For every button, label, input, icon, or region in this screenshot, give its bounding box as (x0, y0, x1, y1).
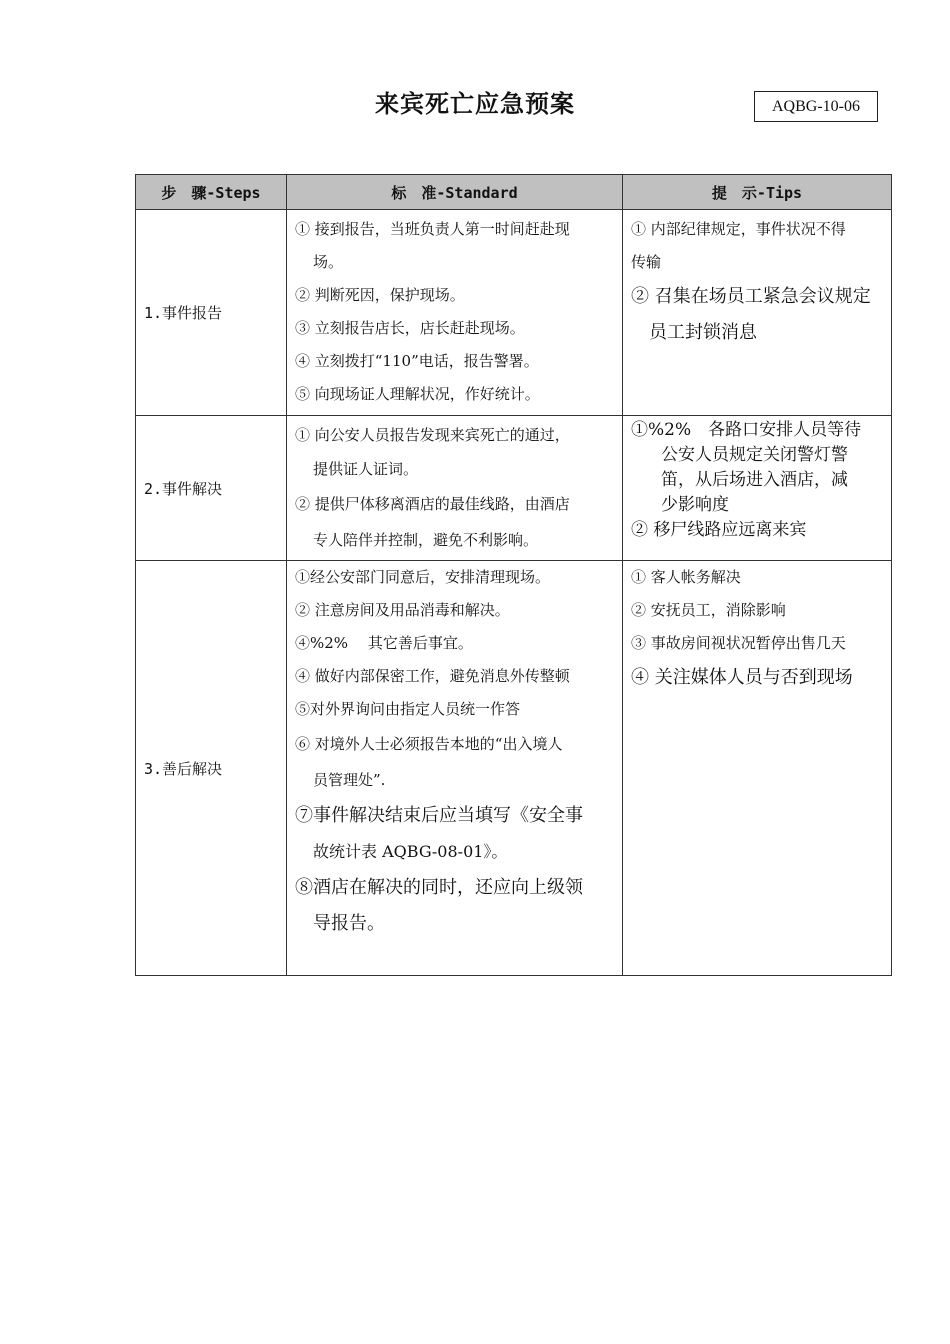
standard-cell (287, 561, 623, 976)
list-item: ⑧酒店在解决的同时，还应向上级领 (295, 877, 583, 898)
list-item: ④%2% 其它善后事宜。 (295, 634, 473, 652)
table-row (136, 210, 892, 416)
list-item: 提供证人证词。 (313, 460, 419, 478)
list-item: 少影响度 (661, 495, 729, 515)
step-cell: 3.善后解决 (136, 561, 287, 976)
list-item: ② 判断死因，保护现场。 (295, 286, 465, 304)
list-item: ① 向公安人员报告发现来宾死亡的通过， (295, 426, 570, 444)
list-item: 员管理处”. (313, 771, 386, 789)
list-item: ③ 事故房间视状况暂停出售几天 (631, 634, 846, 652)
table-header-row (136, 175, 892, 210)
list-item: ⑤ 向现场证人理解状况，作好统计。 (295, 385, 540, 403)
tips-cell (623, 210, 892, 416)
table-row (136, 416, 892, 561)
list-item: ⑦事件解决结束后应当填写《安全事 (295, 805, 583, 826)
list-item: ③ 立刻报告店长，店长赶赴现场。 (295, 319, 525, 337)
step-cell: 2.事件解决 (136, 416, 287, 561)
list-item: ①%2% 各路口安排人员等待 (631, 420, 862, 440)
list-item: ① 内部纪律规定，事件状况不得 (631, 220, 846, 238)
header-standard: 标 准-Standard (287, 175, 623, 210)
document-code: AQBG-10-06 (754, 91, 878, 122)
table-row (136, 561, 892, 976)
list-item: ② 召集在场员工紧急会议规定 (631, 286, 871, 307)
list-item: ④ 做好内部保密工作，避免消息外传整顿 (295, 667, 570, 685)
header-tips: 提 示-Tips (623, 175, 892, 210)
list-item: 员工封锁消息 (649, 322, 757, 343)
list-item: 传输 (631, 253, 662, 271)
list-item: 故统计表 AQBG-08-01》。 (313, 842, 508, 861)
tips-cell (623, 416, 892, 561)
list-item: 笛，从后场进入酒店，减 (661, 470, 848, 490)
list-item: ② 提供尸体移离酒店的最佳线路，由酒店 (295, 495, 570, 513)
list-item: 专人陪伴并控制，避免不利影响。 (313, 531, 539, 549)
tips-cell (623, 561, 892, 976)
header-steps: 步 骤-Steps (136, 175, 287, 210)
list-item: ② 注意房间及用品消毒和解决。 (295, 601, 510, 619)
list-item: ④ 立刻拨打“110”电话，报告警署。 (295, 352, 539, 370)
list-item: ⑥ 对境外人士必须报告本地的“出入境人 (295, 735, 563, 753)
list-item: 公安人员规定关闭警灯警 (661, 445, 848, 465)
standard-cell (287, 210, 623, 416)
step-cell: 1.事件报告 (136, 210, 287, 416)
list-item: ② 安抚员工，消除影响 (631, 601, 786, 619)
emergency-plan-table (135, 174, 892, 976)
standard-cell (287, 416, 623, 561)
list-item: ① 接到报告，当班负责人第一时间赶赴现 (295, 220, 570, 238)
list-item: 导报告。 (313, 913, 385, 934)
list-item: ⑤对外界询问由指定人员统一作答 (295, 700, 521, 718)
list-item: ④ 关注媒体人员与否到现场 (631, 667, 853, 688)
list-item: ② 移尸线路应远离来宾 (631, 520, 807, 540)
document-title: 来宾死亡应急预案 (375, 90, 575, 118)
list-item: 场。 (313, 253, 344, 271)
list-item: ① 客人帐务解决 (631, 568, 741, 586)
list-item: ①经公安部门同意后，安排清理现场。 (295, 568, 551, 586)
